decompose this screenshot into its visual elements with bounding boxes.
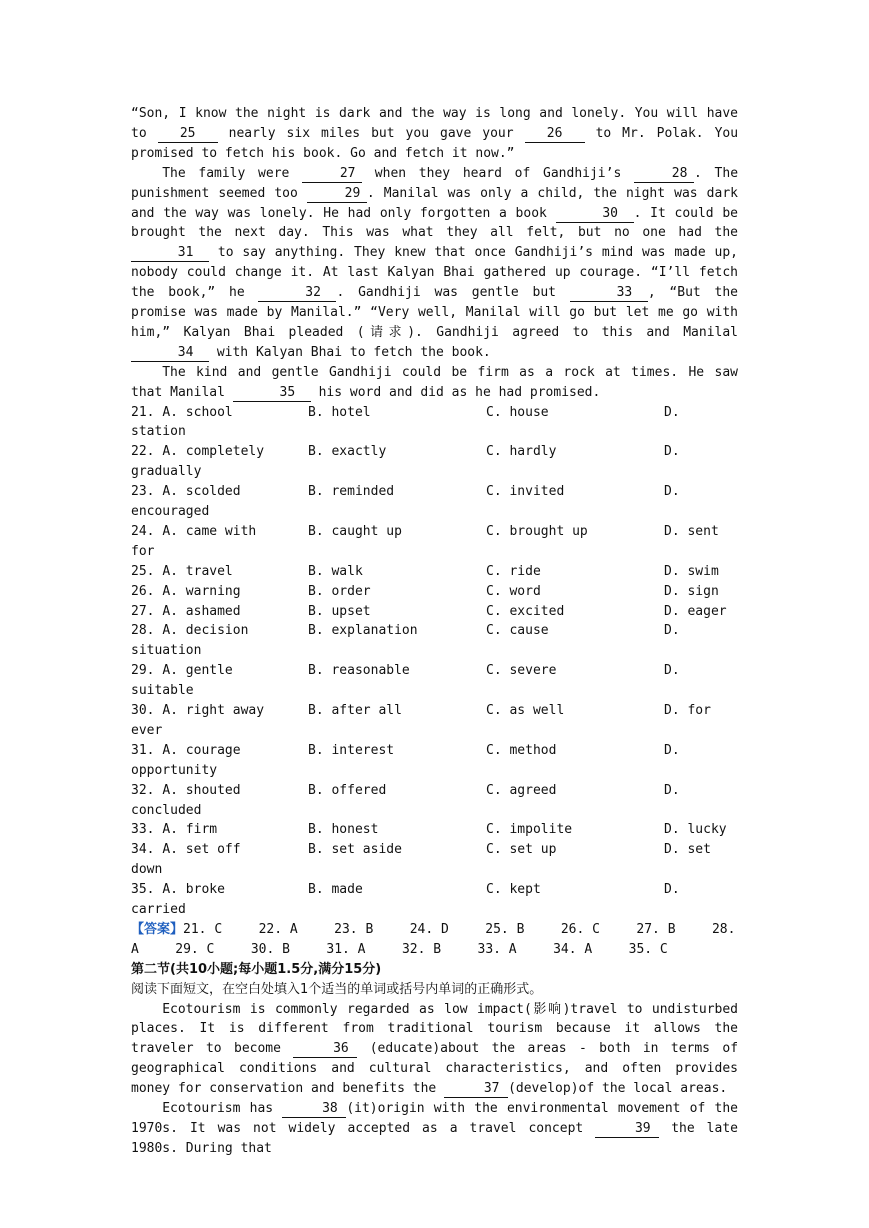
passage-one-paragraph-2 — [131, 164, 738, 363]
question-number: 29. — [131, 663, 155, 679]
question-number: 24. — [131, 523, 155, 539]
text-run: to Mr. Polak. You promised to fetch his book. Go and fetch it now.” — [131, 125, 739, 161]
answer-item: 26. C — [560, 921, 600, 937]
question-option-d-wrap: opportunity — [131, 762, 218, 778]
question-option-d: D. — [664, 882, 680, 898]
question-option-b: B. offered — [308, 782, 387, 798]
question-option-b: B. after all — [308, 703, 402, 719]
blank-38: 38 — [282, 1101, 346, 1118]
question-option-b: B. reasonable — [308, 663, 410, 679]
passage-one-paragraph-1 — [131, 104, 738, 164]
question-option-c: C. house — [486, 404, 549, 420]
answer-item: 28. A — [131, 921, 736, 957]
question-option-d: D. lucky — [664, 822, 727, 838]
option-a-text: A. courage — [162, 742, 241, 758]
question-option-b: B. set aside — [308, 842, 402, 858]
answer-item: 22. A — [258, 921, 298, 937]
question-row — [131, 701, 738, 741]
question-number: 27. — [131, 603, 155, 619]
question-option-c: C. cause — [486, 623, 549, 639]
question-row — [131, 741, 738, 781]
option-a-text: A. scolded — [162, 484, 241, 500]
question-option-d-wrap: down — [131, 862, 163, 878]
answer-item: 21. C — [183, 921, 223, 937]
blank-36: 36 — [293, 1041, 357, 1058]
answer-item: 32. B — [401, 941, 442, 957]
text-run: , “But the promise was made by Manilal.” “Very well, Manilal will go but let me go with him,” Kalyan Bhai pleaded (请求). Gandhiji agreed to this and Manilal — [131, 285, 739, 340]
answer-item: 25. B — [485, 921, 525, 937]
question-option-d-wrap: carried — [131, 902, 186, 918]
option-a-text: A. firm — [162, 822, 218, 838]
question-option-b: B. walk — [308, 563, 363, 579]
blank-35: 35 — [233, 385, 311, 402]
blank-37: 37 — [444, 1081, 508, 1098]
option-a-text: A. set off — [162, 842, 241, 858]
option-a-text: A. shouted — [162, 782, 241, 798]
text-run: Ecotourism is commonly regarded as low impact(影响)travel to undisturbed places. It is different from traditional tourism because it allows the traveler to become — [131, 1001, 738, 1057]
blank-30: 30 — [556, 206, 634, 223]
document-page — [131, 104, 738, 1159]
question-option-a — [131, 562, 233, 582]
question-option-c: C. set up — [486, 842, 557, 858]
text-run: his word and did as he had promised. — [318, 384, 601, 400]
question-number: 32. — [131, 782, 155, 798]
question-option-c: C. agreed — [486, 782, 557, 798]
option-a-text: A. warning — [162, 583, 241, 599]
question-option-a — [131, 621, 248, 641]
question-option-d-wrap: for — [131, 543, 155, 559]
question-row — [131, 442, 738, 482]
blank-33: 33 — [570, 285, 648, 302]
option-a-text: A. travel — [162, 563, 233, 579]
question-number: 31. — [131, 742, 155, 758]
question-option-c: C. hardly — [486, 444, 557, 460]
question-option-d: D. eager — [664, 603, 727, 619]
question-row — [131, 781, 738, 821]
question-option-a — [131, 442, 264, 462]
question-option-d-wrap: concluded — [131, 802, 202, 818]
question-row — [131, 820, 738, 840]
text-run: to say anything. They knew that once Gandhiji’s mind was made up, nobody could change it. At last Kalyan Bhai gathered up courage. “I’ll fetch the book,” he — [131, 245, 739, 301]
question-number: 21. — [131, 404, 155, 420]
question-option-b: B. exactly — [308, 444, 387, 460]
option-a-text: A. broke — [162, 882, 225, 898]
answer-label: 【答案】 — [131, 921, 184, 937]
question-option-b: B. hotel — [308, 404, 371, 420]
question-option-c: C. impolite — [486, 822, 573, 838]
question-row — [131, 482, 738, 522]
question-option-a — [131, 820, 217, 840]
option-a-text: A. right away — [162, 703, 265, 719]
blank-39: 39 — [595, 1121, 659, 1138]
blank-29: 29 — [307, 186, 367, 203]
text-run: (develop)of the local areas. — [508, 1081, 728, 1097]
question-option-d: D. sign — [664, 583, 719, 599]
question-number: 23. — [131, 484, 155, 500]
question-option-d: D. set — [664, 842, 711, 858]
blank-26: 26 — [525, 126, 585, 143]
option-a-text: A. came with — [162, 523, 257, 539]
question-number: 34. — [131, 842, 155, 858]
question-option-d: D. — [664, 484, 680, 500]
blank-34: 34 — [131, 345, 209, 362]
question-option-c: C. method — [486, 742, 557, 758]
answer-item: 30. B — [250, 941, 290, 957]
question-option-b: B. reminded — [308, 484, 395, 500]
question-row — [131, 880, 738, 920]
question-option-b: B. explanation — [308, 623, 418, 639]
passage-two-paragraph-2 — [131, 1099, 738, 1159]
option-a-text: A. completely — [162, 444, 265, 460]
question-option-a — [131, 582, 241, 602]
option-a-text: A. gentle — [162, 663, 233, 679]
question-option-a — [131, 522, 256, 542]
text-run: The family were — [162, 165, 290, 181]
question-option-c: C. kept — [486, 882, 541, 898]
question-option-d: D. — [664, 404, 680, 420]
passage-two-paragraph-1 — [131, 1000, 738, 1100]
answer-key — [131, 920, 738, 960]
question-option-a — [131, 482, 241, 502]
question-number: 30. — [131, 703, 155, 719]
question-option-d-wrap: station — [131, 424, 186, 440]
question-option-a — [131, 840, 241, 860]
question-option-d: D. for — [664, 703, 711, 719]
blank-32: 32 — [258, 285, 336, 302]
question-option-d-wrap: encouraged — [131, 504, 210, 520]
question-option-b: B. made — [308, 882, 363, 898]
option-a-text: A. decision — [162, 623, 249, 639]
text-run: with Kalyan Bhai to fetch the book. — [216, 344, 491, 360]
question-option-a — [131, 403, 233, 423]
question-option-d-wrap: ever — [131, 722, 163, 738]
text-run: nearly six miles but you gave your — [228, 125, 514, 141]
answer-item: 34. A — [553, 941, 593, 957]
question-option-a — [131, 602, 241, 622]
question-number: 33. — [131, 822, 155, 838]
question-row — [131, 602, 738, 622]
question-option-c: C. severe — [486, 663, 557, 679]
text-run: The kind and gentle Gandhiji could be firm as a rock at times. He saw that Manilal — [131, 364, 738, 400]
question-list — [131, 403, 738, 920]
text-run: “Son, I know the night is dark and the way is long and lonely. You will have to — [131, 106, 738, 141]
section-title: 第二节(共10小题;每小题1.5分,满分15分) — [131, 961, 382, 977]
text-run: . The punishment seemed too — [131, 165, 739, 201]
question-option-d: D. — [664, 663, 680, 679]
blank-27: 27 — [302, 166, 362, 183]
question-row — [131, 403, 738, 443]
answer-item: 29. C — [175, 941, 215, 957]
text-run: (educate)about the areas - both in terms of geographical conditions and cultural characteristics, and often provides money for conservation and benefits the — [131, 1041, 739, 1097]
text-run: (it)origin with the environmental movement of the 1970s. It was not widely accepted as a travel concept — [131, 1101, 739, 1136]
question-row — [131, 840, 738, 880]
answer-item: 27. B — [636, 921, 676, 937]
text-run: . Manilal was only a child, the night was dark and the way was lonely. He had only forgotten a book — [131, 185, 738, 221]
question-option-d-wrap: suitable — [131, 683, 194, 699]
question-row — [131, 621, 738, 661]
option-a-text: A. school — [162, 404, 233, 420]
question-option-a — [131, 781, 241, 801]
question-option-d: D. swim — [664, 563, 719, 579]
text-run: . Gandhiji was gentle but — [336, 285, 557, 301]
passage-one-paragraph-3 — [131, 363, 738, 403]
question-number: 22. — [131, 444, 155, 460]
option-a-text: A. ashamed — [162, 603, 241, 619]
question-option-d: D. — [664, 444, 680, 460]
question-option-c: C. ride — [486, 563, 541, 579]
question-option-a — [131, 741, 241, 761]
question-row — [131, 562, 738, 582]
text-run: the late 1980s. During that — [131, 1120, 738, 1156]
question-option-b: B. upset — [308, 603, 371, 619]
question-option-d: D. — [664, 782, 680, 798]
answer-item: 23. B — [334, 921, 374, 937]
question-option-d-wrap: gradually — [131, 464, 202, 480]
question-number: 28. — [131, 623, 155, 639]
question-option-a — [131, 661, 233, 681]
question-option-d: D. — [664, 623, 680, 639]
question-option-b: B. caught up — [308, 523, 402, 539]
text-run: . It could be brought the next day. This was what they all felt, but no one had the — [131, 205, 738, 241]
answer-item: 31. A — [326, 941, 366, 957]
question-row — [131, 661, 738, 701]
answer-item: 35. C — [628, 941, 668, 957]
blank-25: 25 — [158, 126, 218, 143]
blank-28: 28 — [634, 166, 694, 183]
question-option-d: D. sent — [664, 523, 719, 539]
question-option-c: C. excited — [486, 603, 565, 619]
question-option-c: C. as well — [486, 703, 565, 719]
question-number: 35. — [131, 882, 155, 898]
question-number: 25. — [131, 563, 155, 579]
question-option-c: C. brought up — [486, 523, 588, 539]
answer-item: 33. A — [477, 941, 517, 957]
question-number: 26. — [131, 583, 155, 599]
question-option-a — [131, 880, 225, 900]
answer-items — [131, 922, 735, 957]
answer-item: 24. D — [409, 921, 449, 937]
section-instruction: 阅读下面短文，在空白处填入1个适当的单词或括号内单词的正确形式。 — [131, 981, 543, 997]
question-option-d: D. — [664, 742, 680, 758]
blank-31: 31 — [131, 245, 209, 262]
question-option-b: B. order — [308, 583, 371, 599]
question-row — [131, 582, 738, 602]
question-option-a — [131, 701, 264, 721]
question-option-b: B. honest — [308, 822, 379, 838]
question-option-b: B. interest — [308, 742, 395, 758]
question-row — [131, 522, 738, 562]
question-option-c: C. invited — [486, 484, 565, 500]
question-option-d-wrap: situation — [131, 643, 202, 659]
question-option-c: C. word — [486, 583, 541, 599]
text-run: Ecotourism has — [162, 1101, 274, 1117]
text-run: when they heard of Gandhiji’s — [374, 165, 622, 181]
